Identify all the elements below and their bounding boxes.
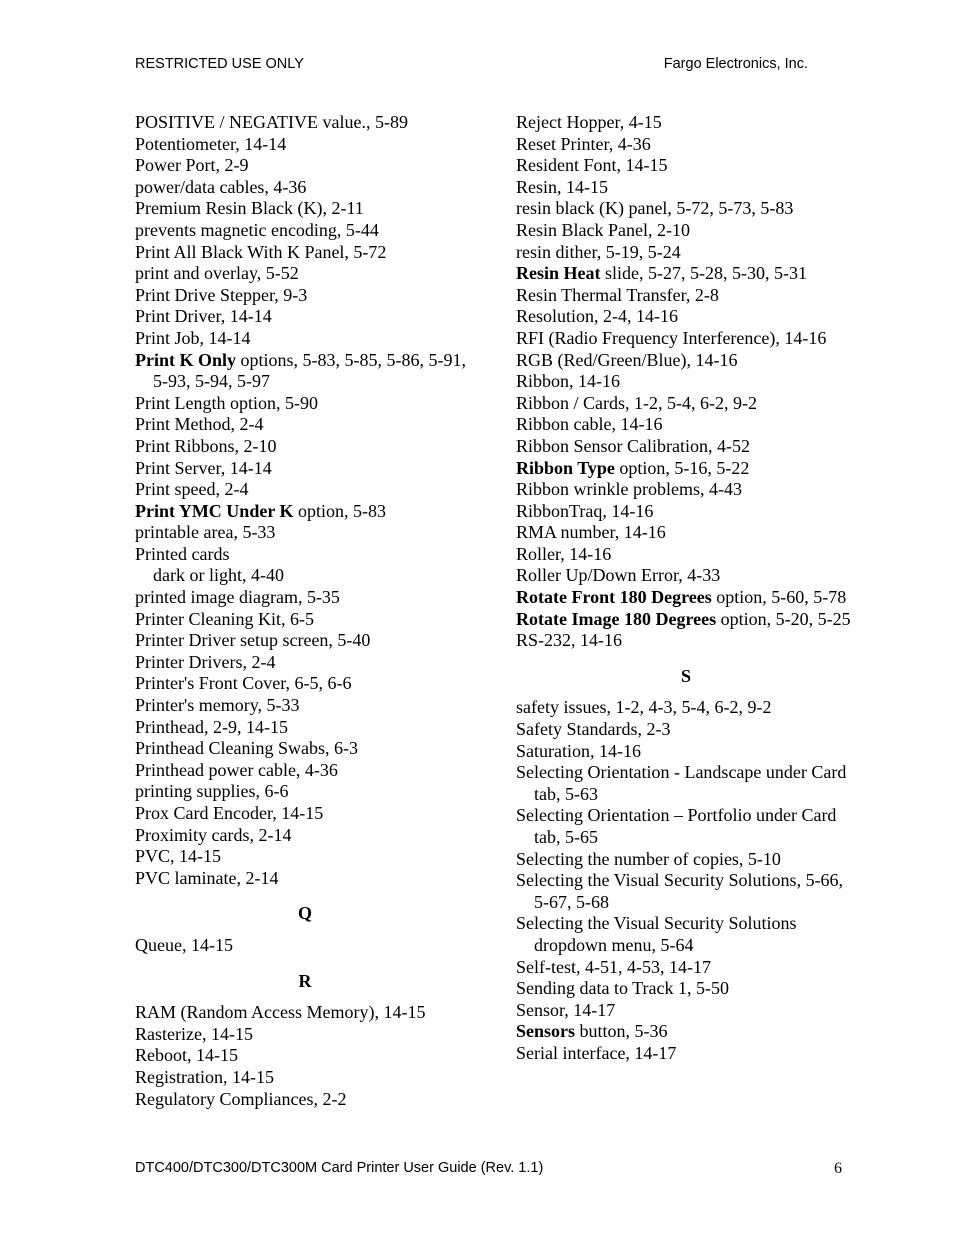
index-entry: power/data cables, 4-36 xyxy=(135,176,307,197)
index-entry: Printer Cleaning Kit, 6-5 xyxy=(135,608,314,629)
index-entry-refs: button, 5-36 xyxy=(575,1021,668,1042)
index-entry-refs: option, 5-60, 5-78 xyxy=(711,587,847,608)
index-entry: Selecting Orientation - Landscape under Card tab, 5-63 xyxy=(516,762,847,804)
index-column-left xyxy=(135,112,475,1110)
index-entry: Resin Thermal Transfer, 2-8 xyxy=(516,284,719,305)
index-entry: printable area, 5-33 xyxy=(135,522,276,543)
index-entry-refs: slide, 5-27, 5-28, 5-30, 5-31 xyxy=(600,263,807,284)
index-entry xyxy=(135,501,475,523)
index-entry: Ribbon cable, 14-16 xyxy=(516,414,663,435)
index-entry: Reboot, 14-15 xyxy=(135,1045,238,1066)
index-letter-heading: R xyxy=(298,970,312,991)
index-entry: Sending data to Track 1, 5-50 xyxy=(516,978,729,999)
index-entry: Selecting the number of copies, 5-10 xyxy=(516,848,781,869)
index-entry: print and overlay, 5-52 xyxy=(135,263,299,284)
index-entry: Print Server, 14-14 xyxy=(135,457,272,478)
index-entry: Registration, 14-15 xyxy=(135,1066,274,1087)
index-entry: Print speed, 2-4 xyxy=(135,479,249,500)
index-entry: Printer Drivers, 2-4 xyxy=(135,651,276,672)
index-entry: Print Job, 14-14 xyxy=(135,327,251,348)
index-entry: Print All Black With K Panel, 5-72 xyxy=(135,241,387,262)
index-entry: RS-232, 14-16 xyxy=(516,630,623,651)
index-entry: PVC laminate, 2-14 xyxy=(135,867,279,888)
index-entry-refs: options, 5-83, 5-85, 5-86, 5-91, 5-93, 5-94, 5-97 xyxy=(153,349,466,392)
index-entry: resin black (K) panel, 5-72, 5-73, 5-83 xyxy=(516,198,794,219)
index-entry: Rasterize, 14-15 xyxy=(135,1023,253,1044)
index-entry: Regulatory Compliances, 2-2 xyxy=(135,1088,347,1109)
index-entry xyxy=(135,350,475,393)
index-entry: Potentiometer, 14-14 xyxy=(135,133,287,154)
index-entry: Print Driver, 14-14 xyxy=(135,306,272,327)
index-entry: Selecting Orientation – Portfolio under Card tab, 5-65 xyxy=(516,805,837,847)
index-entry: Print Length option, 5-90 xyxy=(135,392,318,413)
index-entry-term: Print YMC Under K xyxy=(135,500,294,521)
index-entry: PVC, 14-15 xyxy=(135,846,222,867)
running-header-right: Fargo Electronics, Inc. xyxy=(663,56,808,72)
index-entry: printing supplies, 6-6 xyxy=(135,781,289,802)
index-entry: Resolution, 2-4, 14-16 xyxy=(516,306,678,327)
index-entry: Ribbon Sensor Calibration, 4-52 xyxy=(516,435,750,456)
index-entry: Reject Hopper, 4-15 xyxy=(516,112,662,132)
index-entry xyxy=(516,458,856,480)
running-header-left: RESTRICTED USE ONLY xyxy=(135,56,304,72)
index-entry: RMA number, 14-16 xyxy=(516,522,666,543)
index-letter-heading: Q xyxy=(297,903,312,924)
index-entry xyxy=(516,609,856,631)
index-entry: Printhead Cleaning Swabs, 6-3 xyxy=(135,738,358,759)
index-entry: Resident Font, 14-15 xyxy=(516,155,668,176)
index-entry: Power Port, 2-9 xyxy=(135,155,249,176)
index-entry: Serial interface, 14-17 xyxy=(516,1042,677,1063)
index-entry: Safety Standards, 2-3 xyxy=(516,719,671,740)
index-entry: Roller Up/Down Error, 4-33 xyxy=(516,565,721,586)
index-entry: Print Ribbons, 2-10 xyxy=(135,435,277,456)
index-entry: Reset Printer, 4-36 xyxy=(516,133,651,154)
index-entry-term: Sensors xyxy=(516,1021,576,1042)
index-letter-heading: S xyxy=(680,665,691,686)
index-entry-term: Print K Only xyxy=(135,349,237,370)
index-entry: Saturation, 14-16 xyxy=(516,740,641,761)
index-entry: resin dither, 5-19, 5-24 xyxy=(516,241,681,262)
index-entry: Queue, 14-15 xyxy=(135,934,233,955)
index-entry: RAM (Random Access Memory), 14-15 xyxy=(135,1002,426,1023)
index-entry: Printhead power cable, 4-36 xyxy=(135,759,338,780)
page-number: 6 xyxy=(834,1160,842,1177)
index-entry: Ribbon wrinkle problems, 4-43 xyxy=(516,479,742,500)
index-entry: POSITIVE / NEGATIVE value., 5-89 xyxy=(135,112,408,132)
index-entry-refs: option, 5-16, 5-22 xyxy=(614,457,750,478)
index-entry-term: Resin Heat xyxy=(516,263,601,284)
index-entry xyxy=(516,1021,856,1043)
index-entry xyxy=(516,263,856,285)
index-entry: Printer's memory, 5-33 xyxy=(135,695,300,716)
index-entry: Printer's Front Cover, 6-5, 6-6 xyxy=(135,673,352,694)
index-entry: Roller, 14-16 xyxy=(516,543,612,564)
running-footer-title: DTC400/DTC300/DTC300M Card Printer User Guide (Rev. 1.1) xyxy=(135,1160,544,1176)
index-entry: Ribbon / Cards, 1-2, 5-4, 6-2, 9-2 xyxy=(516,392,757,413)
index-entry-term: Rotate Front 180 Degrees xyxy=(516,587,712,608)
index-column-right xyxy=(516,112,856,1065)
index-entry: RGB (Red/Green/Blue), 14-16 xyxy=(516,349,738,370)
index-entry: RibbonTraq, 14-16 xyxy=(516,500,654,521)
index-entry: Prox Card Encoder, 14-15 xyxy=(135,803,324,823)
index-entry: Selecting the Visual Security Solutions dropdown menu, 5-64 xyxy=(516,913,797,955)
index-entry: Print Drive Stepper, 9-3 xyxy=(135,284,308,305)
index-entry-refs: option, 5-20, 5-25 xyxy=(716,608,851,629)
index-entry: Ribbon, 14-16 xyxy=(516,371,621,392)
index-entry: Sensor, 14-17 xyxy=(516,999,616,1020)
index-entry: Proximity cards, 2-14 xyxy=(135,824,292,845)
index-entry: prevents magnetic encoding, 5-44 xyxy=(135,219,379,240)
index-entry: printed image diagram, 5-35 xyxy=(135,587,340,608)
index-entry: Print Method, 2-4 xyxy=(135,414,264,435)
index-entry: safety issues, 1-2, 4-3, 5-4, 6-2, 9-2 xyxy=(516,697,772,718)
index-entry: Self-test, 4-51, 4-53, 14-17 xyxy=(516,956,711,977)
index-entry: Printhead, 2-9, 14-15 xyxy=(135,716,288,737)
index-entry-refs: option, 5-83 xyxy=(293,500,386,521)
index-entry: Resin Black Panel, 2-10 xyxy=(516,219,690,240)
index-entry: RFI (Radio Frequency Interference), 14-16 xyxy=(516,327,827,348)
index-entry: Printed cards xyxy=(135,543,230,564)
index-entry-term: Ribbon Type xyxy=(516,457,615,478)
index-entry xyxy=(516,587,856,609)
index-entry: Resin, 14-15 xyxy=(516,176,608,197)
index-entry: Printer Driver setup screen, 5-40 xyxy=(135,630,371,651)
index-subentry: dark or light, 4-40 xyxy=(153,565,284,586)
index-entry: Selecting the Visual Security Solutions, 5-66, 5-67, 5-68 xyxy=(516,870,844,912)
index-entry-term: Rotate Image 180 Degrees xyxy=(516,608,717,629)
index-entry: Premium Resin Black (K), 2-11 xyxy=(135,198,364,219)
